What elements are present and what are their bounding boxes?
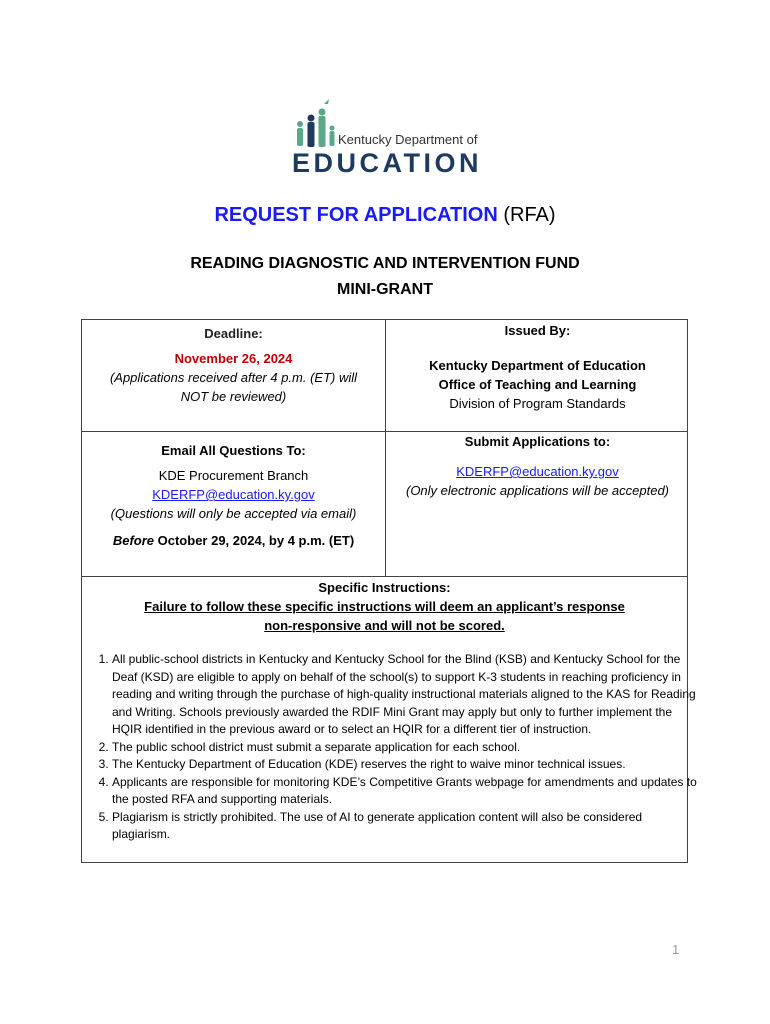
issued-by-line1: Kentucky Department of Education <box>429 358 646 373</box>
list-item: 2. The public school district must submit a separate application for each school. <box>112 739 702 757</box>
title-suffix: (RFA) <box>503 204 556 226</box>
instructions-heading: Specific Instructions: <box>318 580 451 595</box>
questions-note: (Questions will only be accepted via email) <box>110 506 357 521</box>
instructions-warning-line1: Failure to follow these specific instructions will deem an applicant’s response <box>144 599 625 614</box>
questions-email-link[interactable]: KDERFP@education.ky.gov <box>152 487 315 502</box>
deadline-cell <box>82 324 385 406</box>
logo-line1: Kentucky Department of <box>338 132 478 147</box>
list-item: 4. Applicants are responsible for monitoring KDE’s Competitive Grants webpage for amendments and updates to the posted RFA and supporting materials. <box>112 774 702 809</box>
instructions-list <box>90 651 702 844</box>
page-number: 1 <box>672 942 680 957</box>
kde-logo <box>292 96 482 178</box>
submit-note: (Only electronic applications will be accepted) <box>405 483 669 498</box>
submit-heading: Submit Applications to: <box>464 434 611 449</box>
questions-cell <box>82 441 385 550</box>
submit-email-link[interactable]: KDERFP@education.ky.gov <box>456 464 619 479</box>
submit-cell <box>386 432 689 500</box>
instructions-warning-line2: non-responsive and will not be scored. <box>264 618 505 633</box>
issued-by-heading: Issued By: <box>504 323 571 338</box>
row-divider-2 <box>82 576 687 577</box>
issued-by-cell <box>386 321 689 413</box>
questions-line1: KDE Procurement Branch <box>158 468 309 483</box>
list-item: 3. The Kentucky Department of Education (KDE) reserves the right to waive minor technical issues. <box>112 756 702 774</box>
page-title <box>0 204 770 227</box>
questions-before-date: October 29, 2024, by 4 p.m. (ET) <box>157 533 355 548</box>
family-figures-icon <box>292 98 338 154</box>
logo-line2: EDUCATION <box>292 148 482 178</box>
issued-by-line3: Division of Program Standards <box>449 396 626 411</box>
deadline-heading: Deadline: <box>204 326 263 341</box>
questions-before-word: Before <box>112 533 155 548</box>
list-item: 5. Plagiarism is strictly prohibited. The use of AI to generate application content will also be considered plagiarism. <box>112 809 702 844</box>
deadline-note-line1: (Applications received after 4 p.m. (ET) will <box>109 370 358 385</box>
subtitle-line2: MINI-GRANT <box>337 281 433 298</box>
subtitle-line1: READING DIAGNOSTIC AND INTERVENTION FUND <box>190 255 580 272</box>
deadline-note-line2: NOT be reviewed) <box>180 389 287 404</box>
info-table <box>81 319 697 863</box>
questions-deadline <box>82 531 385 550</box>
questions-heading: Email All Questions To: <box>161 443 306 458</box>
deadline-date: November 26, 2024 <box>174 351 293 366</box>
list-item: 1. All public-school districts in Kentucky and Kentucky School for the Blind (KSB) and Kentucky School for the Deaf (KSD) are eligible to apply on behalf of the school(s) to support K-3 students in reaching proficiency in reading and writing through the purchase of high-quality instructional materials aligned to the KAS for Reading and Writing. Schools previously awarded the RDIF Mini Grant may apply but only to further implement the HQIR identified in the previous award or to select an HQIR for a different tier of instruction. <box>112 651 702 739</box>
title-main: REQUEST FOR APPLICATION <box>214 204 498 226</box>
issued-by-line2: Office of Teaching and Learning <box>438 377 637 392</box>
